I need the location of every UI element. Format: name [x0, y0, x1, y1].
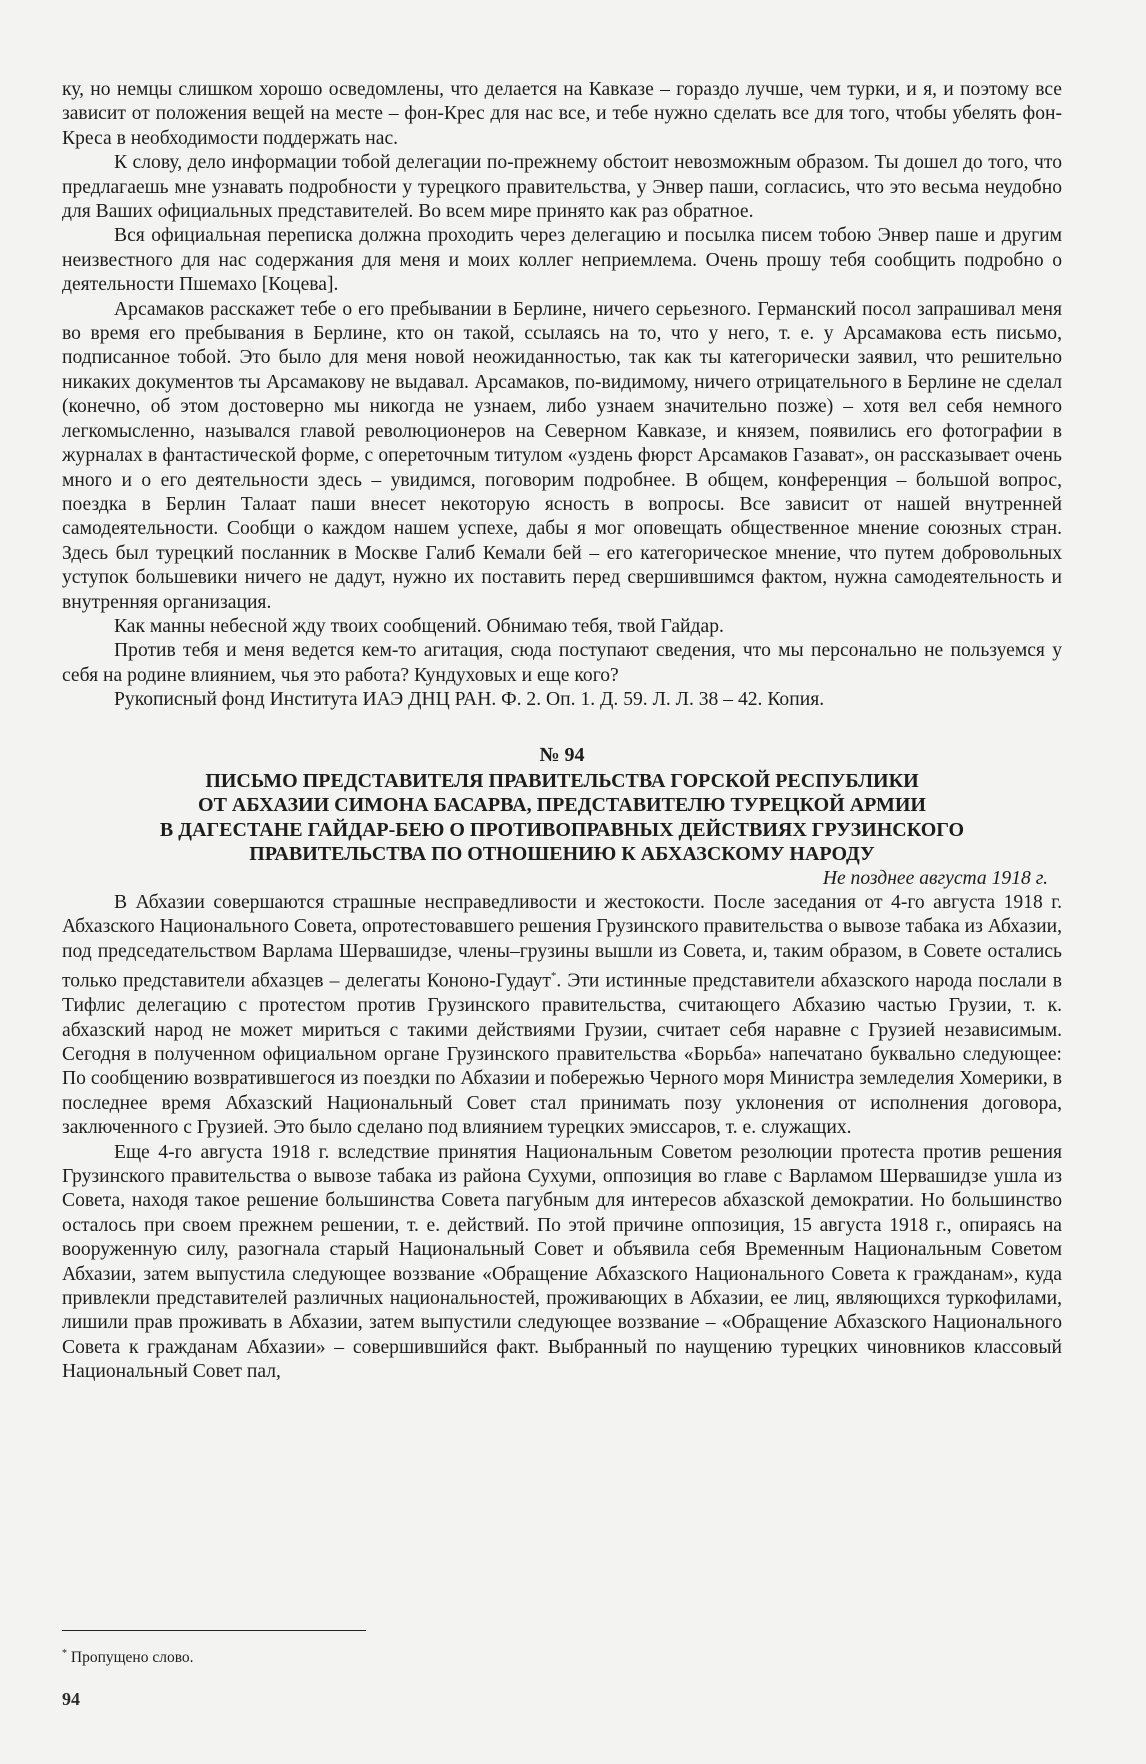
continuation-paragraph-5: Как манны небесной жду твоих сообщений. Обнимаю тебя, твой Гайдар.: [114, 615, 724, 637]
document-paragraph-1: [62, 891, 1062, 1141]
document-date: Не позднее августа 1918 г.: [822, 867, 1048, 889]
document-title-line-3: В ДАГЕСТАНЕ ГАЙДАР-БЕЮ О ПРОТИВОПРАВНЫХ ДЕЙСТВИЯХ ГРУЗИНСКОГО: [159, 818, 965, 841]
document-title-line-1: ПИСЬМО ПРЕДСТАВИТЕЛЯ ПРАВИТЕЛЬСТВА ГОРСКОЙ РЕСПУБЛИКИ: [205, 769, 919, 792]
document-number: № 94: [539, 743, 585, 766]
continuation-paragraph-3: Вся официальная переписка должна проходить через делегацию и посылка писем тобою Энвер паше и другим неизвестного для нас содержания для меня и моих коллег неприемлема. Очень прошу тебя сообщить подробно о деятельности Пшемахо [Коцева].: [62, 225, 1062, 296]
continuation-paragraph-4: Арсамаков расскажет тебе о его пребывании в Берлине, ничего серьезного. Германский посол запрашивал меня во время его пребывания в Берлине, кто он такой, ссылаясь на то, что у него, т. е. у Арсамакова есть письмо, подписанное тобой. Это было для меня новой неожиданностью, так как ты категорически заявил, что решительно никаких документов ты Арсамакову не выдавал. Арсамаков, по-видимому, ничего отрицательного в Берлине не сделал (конечно, об этом достоверно мы никогда не узнаем, либо узнаем значительно позже) – хотя вел себя немного легкомысленно, назывался главой революционеров на Северном Кавказе, и князем, появились его фотографии в журналах в фантастической форме, с опереточным титулом «уздень фюрст Арсамаков Газават», он рассказывает очень много и о его деятельности здесь – увидимся, поговорим подробнее. В общем, конференция – большой вопрос, поездка в Берлин Талаат паши внесет некоторую ясность в вопросы. Все зависит от нашей внутренней самодеятельности. Сообщи о каждом нашем успехе, дабы я мог оповещать общественное мнение союзных стран. Здесь был турецкий посланник в Москве Галиб Кемали бей – его категорическое мнение, что путем добровольных уступок большевики ничего не дадут, нужно их поставить перед свершившимся фактом, нужна самодеятельность и внутренняя организация.: [62, 298, 1062, 613]
continuation-paragraph-1: ку, но немцы слишком хорошо осведомлены, что делается на Кавказе – гораздо лучше, чем турки, и я, и поэтому все зависит от положения вещей на месте – фон-Крес для нас все, и тебе нужно сделать все для того, чтобы убелять фон-Креса в необходимости поддержать нас.: [62, 79, 1062, 149]
footnote-marker: *: [550, 970, 557, 983]
page-number: 94: [62, 1689, 80, 1709]
document-title-line-2: ОТ АБХАЗИИ СИМОНА БАСАРВА, ПРЕДСТАВИТЕЛЮ ТУРЕЦКОЙ АРМИИ: [198, 794, 926, 817]
document-paragraph-1-part-b: . Эти истинные представители абхазского народа послали в Тифлис делегацию с протестом против Грузинского правительства, считающего Абхазию частью Грузии, т. к. абхазский народ не может мириться с такими действиями Грузии, считает себя наравне с Грузией независимым. Сегодня в полученном официальном органе Грузинского правительства «Борьба» напечатано буквально следующее: По сообщению возвратившегося из поездки по Абхазии и побережью Черного моря Министра земледелия Хомерики, в последнее время Абхазский Национальный Совет стал принимать позу уклонения от исполнения договора, заключенного с Грузией. Это было сделано под влиянием турецких эмиссаров, т. е. служащих.: [62, 970, 1062, 1139]
continuation-paragraph-6: Против тебя и меня ведется кем-то агитация, сюда поступают сведения, что мы персонально не пользуемся у себя на родине влиянием, чья это работа? Кундуховых и еще кого?: [62, 640, 1062, 686]
archive-source-reference: Рукописный фонд Института ИАЭ ДНЦ РАН. Ф. 2. Оп. 1. Д. 59. Л. Л. 38 – 42. Копия.: [114, 689, 825, 711]
footnote-divider: [62, 1630, 366, 1631]
footnote: [62, 1644, 194, 1668]
document-paragraph-2: Еще 4-го августа 1918 г. вследствие принятия Национальным Советом резолюции протеста против решения Грузинского правительства о вывозе табака из района Сухуми, оппозиция во главе с Варламом Шервашидзе ушла из Совета, находя такое решение большинства Совета пагубным для интересов абхазской демократии. Но большинство осталось при своем прежнем решении, т. е. действий. По этой причине оппозиция, 15 августа 1918 г., опираясь на вооруженную силу, разогнала старый Национальный Совет и объявила себя Временным Национальным Советом Абхазии, затем выпустила следующее воззвание «Обращение Абхазского Национального Совета к гражданам», куда привлекли представителей различных национальностей, проживающих в Абхазии, ее лиц, являющихся туркофилами, лишили прав проживать в Абхазии, затем выпустили следующее воззвание – «Обращение Абхазского Национального Совета к гражданам Абхазии» – совершившийся факт. Выбранный по наущению турецких чиновников классовый Национальный Совет пал,: [62, 1141, 1062, 1383]
document-paragraph-1-part-a: В Абхазии совершаются страшные несправедливости и жестокости. После заседания от 4-го августа 1918 г. Абхазского Национального Совета, опротестовавшего решения Грузинского правительства о вывозе табака из Абхазии, под председательством Варлама Шервашидзе, члены–грузины вышли из Совета, и, таким образом, в Совете остались только представители абхазцев – делегаты Кононо-Гудаут: [62, 891, 1062, 992]
text-column: [62, 78, 1062, 1385]
footnote-text: Пропущено слово.: [70, 1649, 194, 1667]
document-title: [62, 769, 1062, 867]
continuation-paragraph-2: К слову, дело информации тобой делегации по-прежнему обстоит невозможным образом. Ты дошел до того, что предлагаешь мне узнавать подробности у турецкого правительства, у Энвер паши, согласись, что это весьма неудобно для Ваших официальных представителей. Во всем мире принято как раз обратное.: [62, 152, 1062, 223]
footnote-mark: *: [62, 1648, 67, 1659]
document-title-line-4: ПРАВИТЕЛЬСТВА ПО ОТНОШЕНИЮ К АБХАЗСКОМУ НАРОДУ: [249, 843, 875, 866]
